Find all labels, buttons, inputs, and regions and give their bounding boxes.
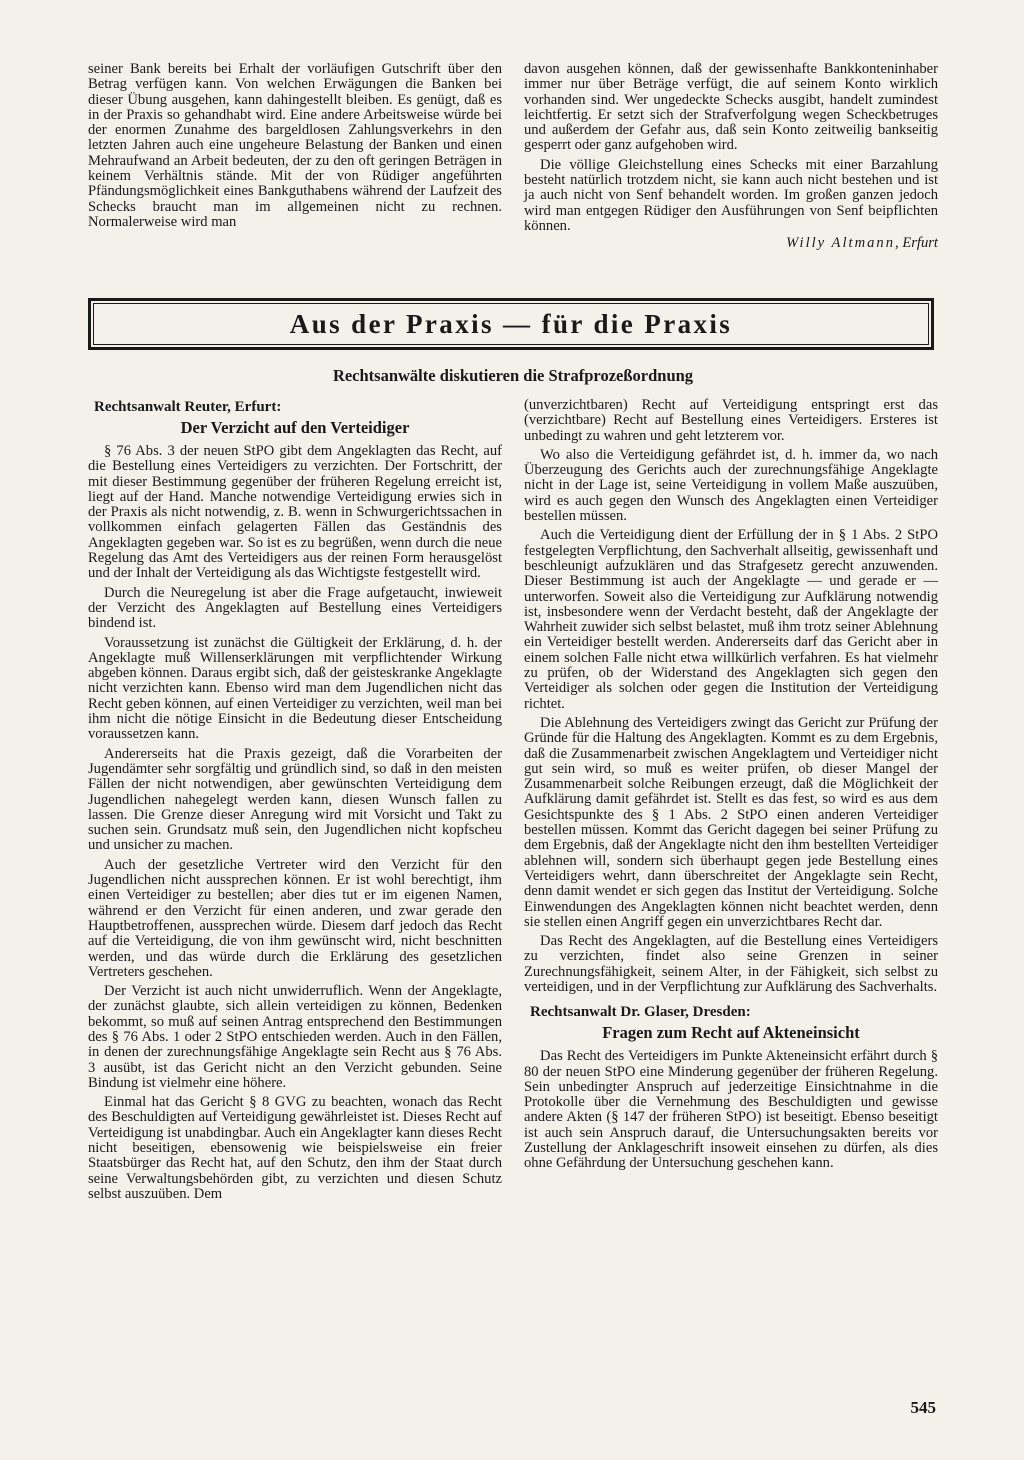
- main-columns: [88, 398, 938, 1206]
- paragraph: Voraussetzung ist zunächst die Gültigkeit der Erklärung, d. h. der Angeklagte muß Willenserklärungen mit verpflichtender Wirkung abgeben können. Daraus ergibt sich, daß der geisteskranke Angeklagte nicht verzichten kann. Ebenso wird man dem Jugendlichen nicht das Recht geben können, auf einen Verteidiger zu verzichten, weil man bei ihm nicht die nötige Einsicht in die Bedeutung dieser Entscheidung voraussetzen kann.: [88, 634, 502, 743]
- paragraph: Andererseits hat die Praxis gezeigt, daß die Vorarbeiten der Jugendämter sehr sorgfältig und gründlich sind, so daß in den meisten Fällen der nicht notwendigen, aber gewünschten Verteidigung dem Jugendlichen nahegelegt werden kann, diesen Wunsch fallen zu lassen. Die Grenze dieser Anregung wird mit Vorsicht und Takt zu suchen sein. Grundsatz muß sein, den Jugendlichen nicht kopfscheu und unsicher zu machen.: [88, 745, 502, 854]
- previous-article-ending: [88, 62, 938, 252]
- paragraph: Auch der gesetzliche Vertreter wird den Verzicht für den Jugendlichen nicht aussprechen können. Er ist wohl berechtigt, ihm einen Verteidiger zu bestellen; aber dies tut er im eigenen Namen, während er den Verzicht für einen anderen, und zwar gerade den Hauptbetroffenen, aussprechen würde. Diesem darf jedoch das Recht auf die Verteidigung, die von ihm gewünscht wird, nicht beschnitten werden, und das würde durch die Erklärung des gesetzlichen Vertreters geschehen.: [88, 856, 502, 980]
- paragraph: (unverzichtbaren) Recht auf Verteidigung entspringt erst das (verzichtbare) Recht auf Bestellung eines Verteidigers. Ersteres ist unbedingt zu wahren und geht letzterem vor.: [524, 397, 938, 444]
- section-heading: Rechtsanwälte diskutieren die Strafprozeßordnung: [332, 366, 694, 385]
- paragraph: Einmal hat das Gericht § 8 GVG zu beachten, wonach das Recht des Beschuldigten auf Verteidigung gewährleistet ist. Dieses Recht auf Verteidigung ist unabdingbar. Auch ein Angeklagter kann dieses Recht nicht beseitigen, ebensowenig wie beispielsweise ein freier Staatsbürger das Recht hat, auf den Schutz, den ihm der Staat durch seine Verwaltungsbehörden gibt, zu verzichten und diesen Schutz selbst auszuüben. Dem: [88, 1094, 502, 1202]
- paragraph: seiner Bank bereits bei Erhalt der vorläufigen Gutschrift über den Betrag verfügen kann. Von welchen Erwägungen die Banken bei dieser Übung ausgehen, kann dahingestellt bleiben. Es genügt, daß es in der Praxis so gehandhabt wird. Eine andere Arbeitsweise würde bei der enormen Zunahme des bargeldlosen Zahlungsverkehrs in den letzten Jahren auch eine ungeheure Belastung der Banken und einen Mehraufwand an Arbeit bedeuten, der zu den oft geringen Beträgen in keinem Verhältnis stände. Mit der von Rüdiger angeführten Pfändungsmöglichkeit eines Bankguthabens während der Laufzeit des Schecks braucht man im allgemeinen nicht zu rechnen. Normalerweise wird man: [88, 61, 502, 230]
- banner-title: Aus der Praxis — für die Praxis: [289, 308, 733, 339]
- article-author: Rechtsanwalt Reuter, Erfurt:: [94, 399, 282, 415]
- signature-name: Willy Altmann: [786, 235, 896, 252]
- paragraph: Das Recht des Verteidigers im Punkte Akteneinsicht erfährt durch § 80 der neuen StPO eine Minderung gegenüber der früheren Regelung. Sein unbedingter Anspruch auf jederzeitige Einsichtnahme in die Protokolle über die Vernehmung des Beschuldigten und gewisse andere Akten (§ 147 der früheren StPO) ist beseitigt. Ebenso beseitigt ist auch sein Anspruch darauf, die Untersuchungsakten bereits vor Zustellung der Anklageschrift insoweit einsehen zu dürfen, als dies ohne Gefährdung der Untersuchung geschehen kann.: [524, 1048, 938, 1172]
- page-number: 545: [910, 1398, 936, 1417]
- paragraph: Die Ablehnung des Verteidigers zwingt das Gericht zur Prüfung der Gründe für die Haltung des Angeklagten. Kommt es zu dem Ergebnis, daß die Zusammenarbeit zwischen Angeklagtem und Verteidiger nicht gut sein wird, so muß es weiter prüfen, ob dieser Mangel der Zusammenarbeit solche Reibungen erzeugt, daß die Möglichkeit der Aufklärung damit gefährdet ist. Stellt es das fest, so wird es aus dem Gesichtspunkte des § 1 Abs. 2 StPO einen anderen Verteidiger bestellen müssen. Kommt das Gericht dagegen bei seiner Prüfung zu dem Ergebnis, daß der Angeklagte nicht den ihm bestellten Verteidiger ablehnen will, sondern sich überhaupt gegen jede Bestellung eines Verteidigers wehrt, dann überschreitet der Angeklagte sein Recht, denn damit wendet er sich gegen das Institut der Verteidigung. Solche Einwendungen des Angeklagten können nicht beachtet werden, denn sie stellen einen Angriff gegen ein unverzichtbares Recht dar.: [524, 714, 938, 930]
- section-banner: [88, 298, 934, 350]
- paragraph: § 76 Abs. 3 der neuen StPO gibt dem Angeklagten das Recht, auf die Bestellung eines Verteidigers zu verzichten. Der Fortschritt, der mit dieser Bestimmung gegenüber der früheren Regelung erreicht ist, liegt auf der Hand. Manche notwendige Verteidigung erwies sich in der Praxis als nicht notwendig, z. B. wenn in Schwurgerichtssachen in vollkommen einfach gelagerten Fällen das Geständnis des Angeklagten gegeben war. So ist es zu begrüßen, wenn durch die neue Regelung das Amt des Verteidigers aus der reinen Form herausgelöst und der Inhalt der Verteidigung als das Wichtigste festgestellt wird.: [88, 443, 502, 582]
- paragraph: davon ausgehen können, daß der gewissenhafte Bankkonteninhaber immer nur über Beträge verfügt, die auf seinem Konto wirklich vorhanden sind. Wer ungedeckte Schecks ausgibt, handelt zumindest leichtfertig. Er setzt sich der Strafverfolgung wegen Scheckbetruges und außerdem der Gefahr aus, daß sein Konto zeitweilig bankseitig gesperrt oder ganz aufgehoben wird.: [524, 61, 938, 154]
- paragraph: Wo also die Verteidigung gefährdet ist, d. h. immer da, wo nach Überzeugung des Gerichts auch der zurechnungsfähige Angeklagte nicht in der Lage ist, seine Verteidigung in vollem Maße auszuüben, wird es auch gegen den Wunsch des Angeklagten einen Verteidiger bestellen müssen.: [524, 446, 938, 525]
- top-right-column: [524, 62, 938, 252]
- author-signature: [524, 236, 938, 251]
- right-column: [524, 398, 938, 1206]
- paragraph: Die völlige Gleichstellung eines Schecks mit einer Barzahlung besteht natürlich trotzdem nicht, sie kann auch nicht bestehen und ist ja auch nicht von Senf behandelt worden. Im großen ganzen jedoch wird man entgegen Rüdiger den Ausführungen von Senf beipflichten können.: [524, 156, 938, 234]
- paragraph: Der Verzicht ist auch nicht unwiderruflich. Wenn der Angeklagte, der zunächst glaubte, sich allein verteidigen zu können, Bedenken bekommt, so muß auf seinen Antrag entsprechend den Bestimmungen des § 76 Abs. 1 oder 2 StPO entschieden werden. Auch in den Fällen, in denen der zurechnungsfähige Angeklagte sein Recht aus § 76 Abs. 3 ausübt, ist das Gericht nicht an den Verzicht gebunden. Seine Bindung ist vielmehr eine höhere.: [88, 983, 502, 1091]
- left-column: [88, 398, 502, 1206]
- paragraph: Durch die Neuregelung ist aber die Frage aufgetaucht, inwieweit der Verzicht des Angeklagten auf Bestellung eines Verteidigers bindend ist.: [88, 584, 502, 632]
- signature-place: , Erfurt: [895, 235, 938, 252]
- article-title: Fragen zum Recht auf Akteneinsicht: [602, 1023, 860, 1043]
- article-author: Rechtsanwalt Dr. Glaser, Dresden:: [530, 1004, 751, 1021]
- top-left-column: [88, 62, 502, 252]
- paragraph: Das Recht des Angeklagten, auf die Bestellung eines Verteidigers zu verzichten, findet also seine Grenzen in seiner Zurechnungsfähigkeit, seinem Alter, in der Fähigkeit, sich selbst zu verteidigen, und in der Verpflichtung zur Aufklärung des Sachverhalts.: [524, 933, 938, 995]
- article-title: Der Verzicht auf den Verteidiger: [180, 418, 410, 437]
- paragraph: Auch die Verteidigung dient der Erfüllung der in § 1 Abs. 2 StPO festgelegten Verpflichtung, den Sachverhalt allseitig, gewissenhaft und beschleunigt aufzuklären und das Strafgesetz gerecht anzuwenden. Dieser Bestimmung ist auch der Angeklagte — und gerade er — unterworfen. Soweit also die Verteidigung zur Aufklärung notwendig ist, insbesondere wenn der Verdacht besteht, daß der Angeklagte der Wahrheit zuwider sich selbst belastet, muß ihm trotz seiner Ablehnung ein Verteidiger bestellt werden. Andererseits darf das Gericht aber in einem solchen Falle nicht etwa willkürlich verfahren. Es hat vielmehr zu prüfen, ob der Widerstand des Angeklagten sich gegen den Verteidiger als solchen oder gegen die Institution der Verteidigung richtet.: [524, 527, 938, 712]
